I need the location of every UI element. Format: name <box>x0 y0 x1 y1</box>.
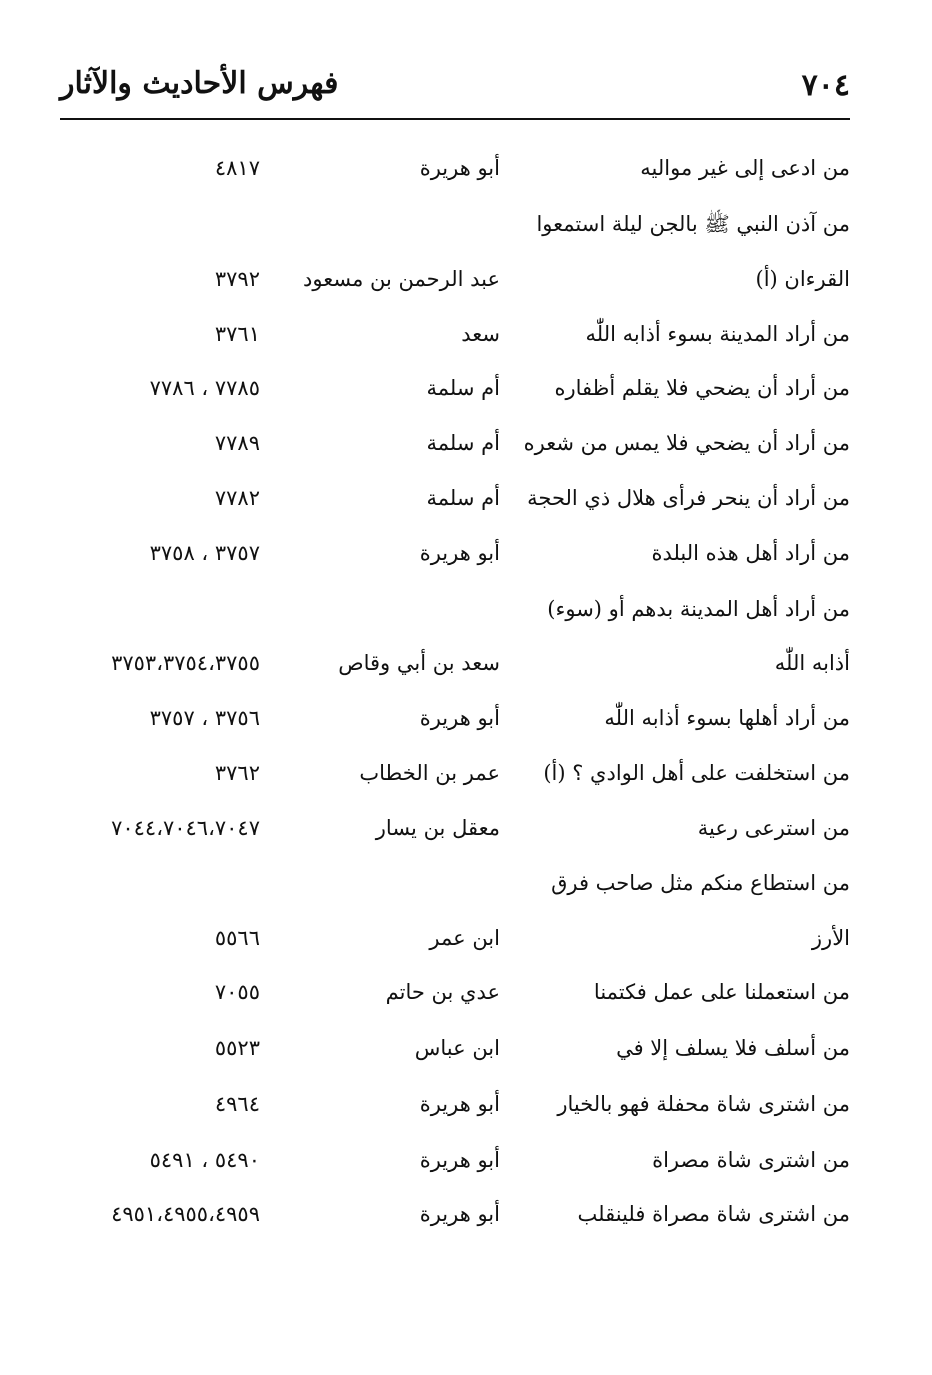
narrator: سعد <box>461 322 500 346</box>
hadith-text: من اشترى شاة محفلة فهو بالخيار <box>557 1092 850 1116</box>
hadith-numbers: ٤٩٥١،٤٩٥٥،٤٩٥٩ <box>111 1202 260 1226</box>
index-entry <box>0 753 932 793</box>
narrator: أم سلمة <box>426 376 500 400</box>
narrator: عمر بن الخطاب <box>359 761 500 785</box>
hadith-text: القرءان (أ) <box>755 267 850 291</box>
index-entry <box>0 314 932 354</box>
hadith-numbers: ٣٧٩٢ <box>214 267 260 291</box>
hadith-text: من آذن النبي ﷺ بالجن ليلة استمعوا <box>536 212 850 236</box>
index-entry <box>0 1140 932 1180</box>
hadith-text: من أراد أن يضحي فلا يمس من شعره <box>523 431 850 455</box>
hadith-text: من استخلفت على أهل الوادي ؟ (أ) <box>543 761 850 785</box>
hadith-numbers: ٧٠٥٥ <box>214 980 260 1004</box>
hadith-text: من أراد أهل هذه البلدة <box>651 541 850 565</box>
hadith-numbers: ٤٨١٧ <box>214 156 260 180</box>
hadith-numbers: ٤٩٦٤ <box>214 1092 260 1116</box>
index-entry <box>0 972 932 1012</box>
hadith-numbers: ٧٧٨٥ ، ٧٧٨٦ <box>149 376 260 400</box>
page-number: ٧٠٤ <box>801 68 850 103</box>
hadith-numbers: ٥٥٦٦ <box>214 926 260 950</box>
index-entry <box>0 204 932 244</box>
narrator: معقل بن يسار <box>375 816 500 840</box>
index-entry <box>0 589 932 629</box>
index-entry <box>0 698 932 738</box>
narrator: سعد بن أبي وقاص <box>338 651 500 675</box>
hadith-numbers: ٣٧٥٦ ، ٣٧٥٧ <box>149 706 260 730</box>
hadith-numbers: ٥٥٢٣ <box>214 1036 260 1060</box>
hadith-numbers: ٣٧٦٢ <box>214 761 260 785</box>
index-entry <box>0 423 932 463</box>
hadith-text: من أراد أن ينحر فرأى هلال ذي الحجة <box>527 486 850 510</box>
index-entry <box>0 533 932 573</box>
hadith-text: الأرز <box>811 926 850 950</box>
hadith-text: من استرعى رعية <box>697 816 850 840</box>
index-entry <box>0 918 932 958</box>
hadith-text: من استعملنا على عمل فكتمنا <box>593 980 850 1004</box>
hadith-text: أذابه اللّٰه <box>774 651 850 675</box>
narrator: أبو هريرة <box>419 541 500 565</box>
hadith-text: من استطاع منكم مثل صاحب فرق <box>551 871 850 895</box>
narrator: أبو هريرة <box>419 1092 500 1116</box>
index-entry <box>0 643 932 683</box>
hadith-text: من أراد أن يضحي فلا يقلم أظفاره <box>554 376 850 400</box>
hadith-text: من اشترى شاة مصراة <box>652 1148 850 1172</box>
narrator: ابن عباس <box>414 1036 500 1060</box>
index-entry <box>0 1194 932 1234</box>
narrator: ابن عمر <box>429 926 500 950</box>
index-entry <box>0 808 932 848</box>
narrator: عدي بن حاتم <box>385 980 500 1004</box>
hadith-numbers: ٣٧٦١ <box>214 322 260 346</box>
narrator: أبو هريرة <box>419 1202 500 1226</box>
hadith-text: من اشترى شاة مصراة فلينقلب <box>577 1202 850 1226</box>
hadith-numbers: ٥٤٩٠ ، ٥٤٩١ <box>149 1148 260 1172</box>
index-entry <box>0 148 932 188</box>
narrator: أبو هريرة <box>419 706 500 730</box>
index-entry <box>0 1084 932 1124</box>
running-title: فهرس الأحاديث والآثار <box>60 66 339 101</box>
hadith-text: من أسلف فلا يسلف إلا في <box>616 1036 850 1060</box>
hadith-text: من ادعى إلى غير مواليه <box>640 156 850 180</box>
narrator: عبد الرحمن بن مسعود <box>303 267 500 291</box>
index-entry <box>0 863 932 903</box>
narrator: أبو هريرة <box>419 156 500 180</box>
index-entry <box>0 259 932 299</box>
narrator: أبو هريرة <box>419 1148 500 1172</box>
index-entry <box>0 368 932 408</box>
hadith-text: من أراد أهلها بسوء أذابه اللّٰه <box>604 706 850 730</box>
hadith-numbers: ٣٧٥٧ ، ٣٧٥٨ <box>149 541 260 565</box>
hadith-text: من أراد أهل المدينة بدهم أو (سوء) <box>547 597 850 621</box>
hadith-numbers: ٧٠٤٤،٧٠٤٦،٧٠٤٧ <box>111 816 260 840</box>
hadith-numbers: ٣٧٥٣،٣٧٥٤،٣٧٥٥ <box>111 651 260 675</box>
narrator: أم سلمة <box>426 486 500 510</box>
hadith-numbers: ٧٧٨٩ <box>214 431 260 455</box>
index-entry <box>0 1028 932 1068</box>
hadith-text: من أراد المدينة بسوء أذابه اللّٰه <box>585 322 850 346</box>
hadith-numbers: ٧٧٨٢ <box>214 486 260 510</box>
index-entry <box>0 478 932 518</box>
narrator: أم سلمة <box>426 431 500 455</box>
